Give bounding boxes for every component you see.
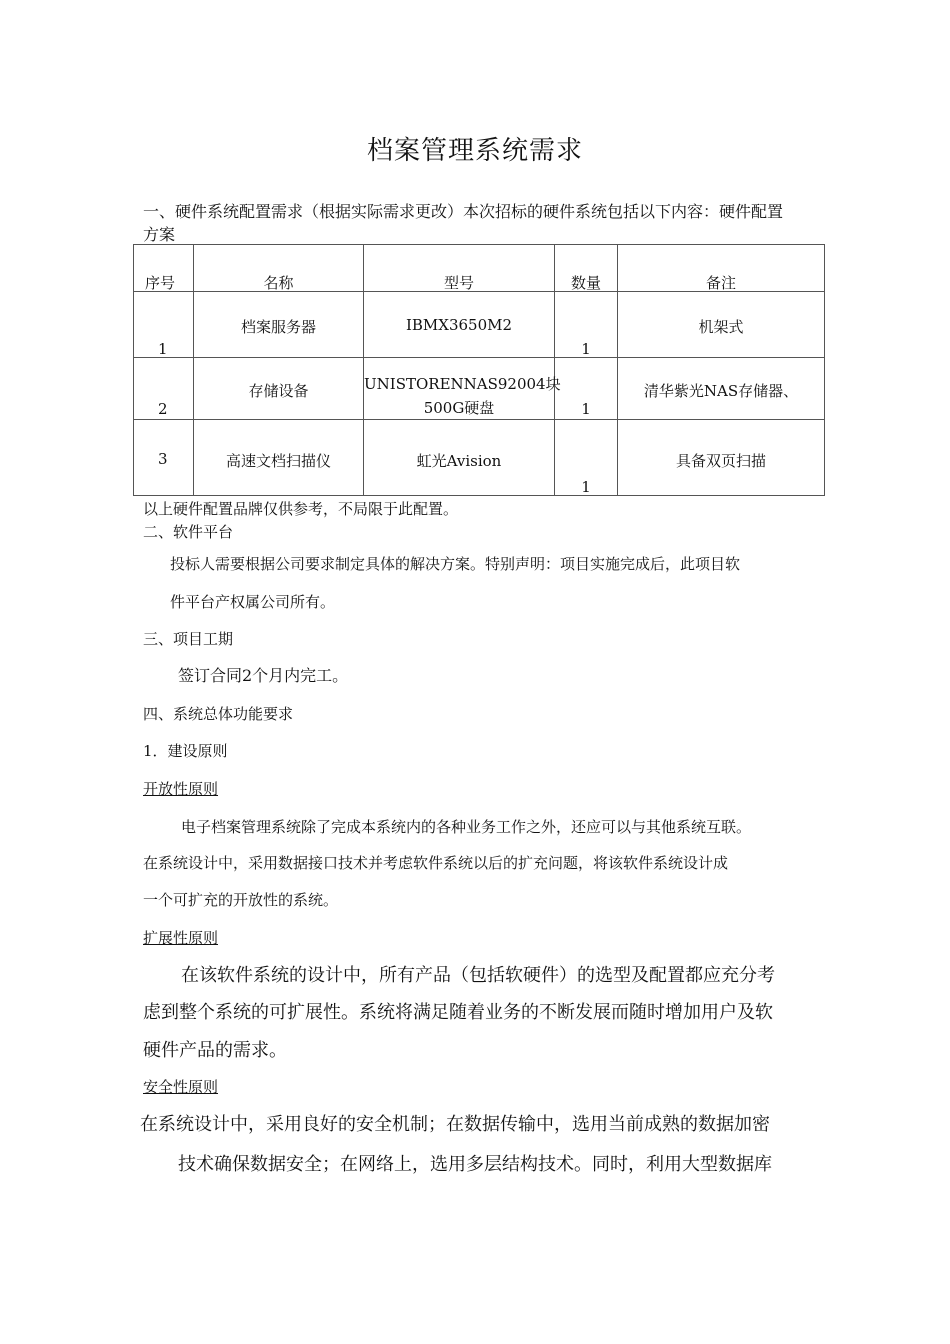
header-note: 备注: [705, 274, 736, 292]
row1-model: IBMX3650M2: [405, 316, 513, 334]
extensibility-heading: 扩展性原则: [143, 929, 219, 947]
section1-line2: 方案: [143, 225, 176, 244]
table-row: [134, 420, 825, 496]
row3-qty: 1: [581, 478, 591, 496]
header-name: 名称: [263, 274, 294, 292]
page-title: 档案管理系统需求: [366, 136, 583, 166]
hardware-table: [133, 244, 825, 496]
row2-name: 存储设备: [248, 382, 309, 400]
header-no: 序号: [145, 274, 176, 292]
header-model: 型号: [443, 274, 474, 292]
row1-note: 机架式: [698, 318, 744, 336]
table-footnote: 以上硬件配置品牌仅供参考，不局限于此配置。: [143, 500, 459, 518]
security-line2: 技术确保数据安全；在网络上，选用多层结构技术。同时，利用大型数据库: [178, 1154, 772, 1175]
row3-no: 3: [158, 450, 168, 468]
section1-line1: 一、硬件系统配置需求（根据实际需求更改）本次招标的硬件系统包括以下内容：硬件配置: [143, 202, 784, 221]
row2-model-line2: 500G硬盘: [423, 399, 495, 417]
openness-line2: 在系统设计中，采用数据接口技术并考虑软件系统以后的扩充问题，将该软件系统设计成: [143, 854, 729, 872]
row1-qty: 1: [581, 340, 591, 358]
row3-note: 具备双页扫描: [675, 452, 766, 470]
security-line1: 在系统设计中，采用良好的安全机制；在数据传输中，选用当前成熟的数据加密: [140, 1114, 770, 1135]
table-row: [134, 292, 825, 358]
extensibility-line1: 在该软件系统的设计中，所有产品（包括软硬件）的选型及配置都应充分考: [181, 965, 775, 986]
section3-heading: 三、项目工期: [143, 630, 234, 648]
section3-text: 签订合同2个月内完工。: [178, 666, 349, 685]
row3-model: 虹光Avision: [416, 452, 502, 470]
row2-note: 清华紫光NAS存储器、: [643, 382, 799, 400]
table-header-row: [134, 245, 825, 292]
extensibility-line2: 虑到整个系统的可扩展性。系统将满足随着业务的不断发展而随时增加用户及软: [143, 1002, 773, 1023]
openness-line1: 电子档案管理系统除了完成本系统内的各种业务工作之外，还应可以与其他系统互联。: [181, 818, 752, 836]
extensibility-line3: 硬件产品的需求。: [143, 1040, 287, 1061]
table-row: [134, 358, 825, 420]
subsection-construction-principles: 1．建设原则: [143, 742, 228, 760]
section2-heading: 二、软件平台: [143, 523, 234, 541]
row3-name: 高速文档扫描仪: [225, 452, 331, 470]
security-heading: 安全性原则: [143, 1078, 219, 1096]
row2-model-line1: UNISTORENNAS92004块: [364, 375, 561, 393]
row2-no: 2: [158, 400, 168, 418]
section4-heading: 四、系统总体功能要求: [143, 705, 294, 723]
row2-qty: 1: [581, 400, 591, 418]
section2-line2: 件平台产权属公司所有。: [170, 593, 336, 611]
openness-line3: 一个可扩充的开放性的系统。: [143, 891, 339, 909]
row1-name: 档案服务器: [240, 318, 316, 336]
row1-no: 1: [158, 340, 168, 358]
openness-heading: 开放性原则: [143, 780, 219, 798]
header-qty: 数量: [570, 274, 601, 292]
section2-line1: 投标人需要根据公司要求制定具体的解决方案。特别声明：项目实施完成后，此项目软: [170, 555, 741, 573]
